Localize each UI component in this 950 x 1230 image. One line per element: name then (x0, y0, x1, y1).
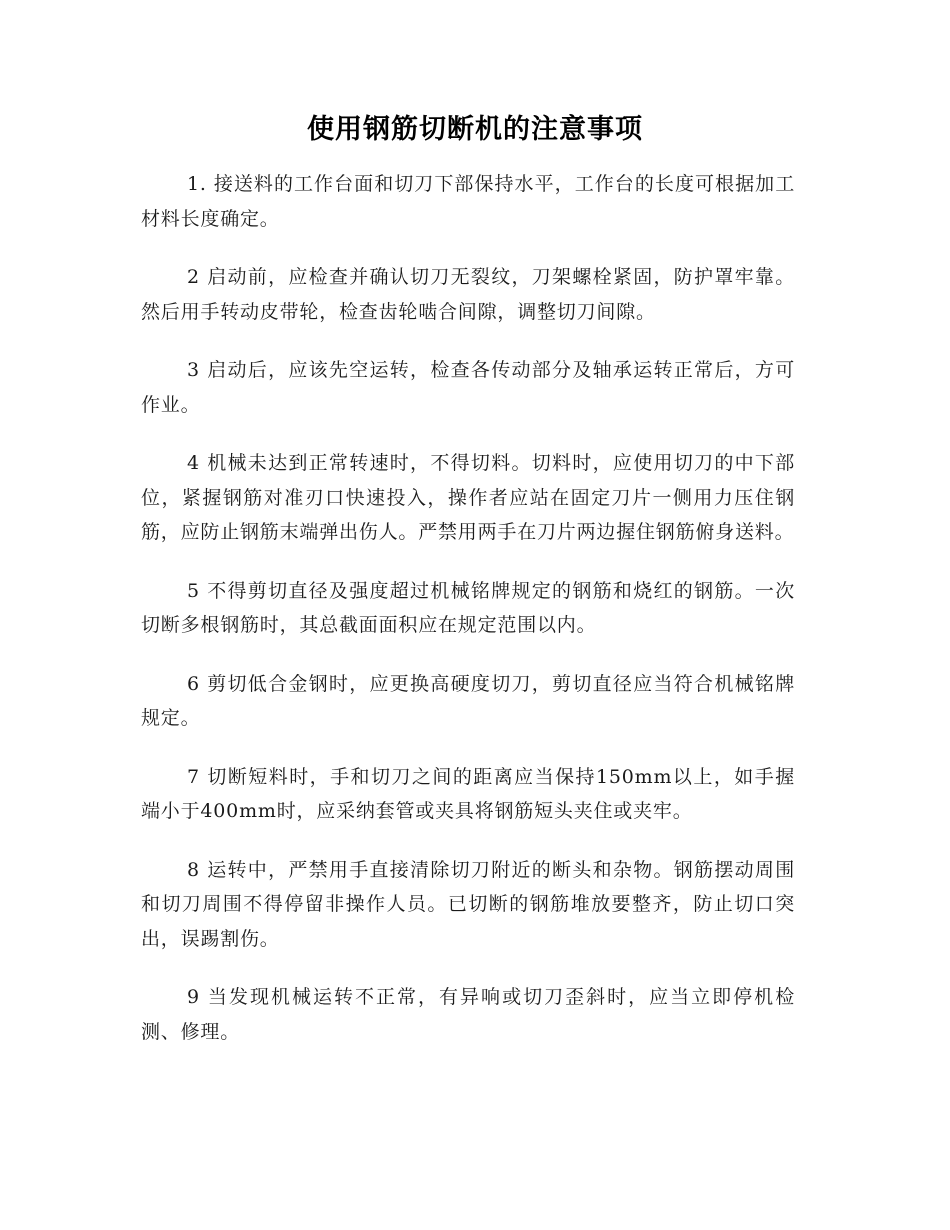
paragraph-1: 1. 接送料的工作台面和切刀下部保持水平，工作台的长度可根据加工材料长度确定。 (141, 173, 795, 230)
paragraph-4: 4 机械未达到正常转速时，不得切料。切料时，应使用切刀的中下部位，紧握钢筋对准刃口快速投入，操作者应站在固定刀片一侧用力压住钢筋，应防止钢筋末端弹出伤人。严禁用两手在刀片两边握住钢筋俯身送料。 (141, 452, 795, 543)
paragraph-7: 7 切断短料时，手和切刀之间的距离应当保持150mm以上，如手握端小于400mm时，应采纳套管或夹具将钢筋短头夹住或夹牢。 (141, 765, 795, 822)
document-title: 使用钢筋切断机的注意事项 (307, 114, 643, 145)
paragraph-6: 6 剪切低合金钢时，应更换高硬度切刀，剪切直径应当符合机械铭牌规定。 (141, 672, 795, 729)
paragraph-9: 9 当发现机械运转不正常，有异响或切刀歪斜时，应当立即停机检测、修理。 (141, 986, 795, 1043)
document-body (141, 167, 795, 1073)
paragraph-2: 2 启动前，应检查并确认切刀无裂纹，刀架螺栓紧固，防护罩牢靠。然后用手转动皮带轮，检查齿轮啮合间隙，调整切刀间隙。 (141, 266, 795, 323)
paragraph-3: 3 启动后，应该先空运转，检查各传动部分及轴承运转正常后，方可作业。 (141, 359, 795, 416)
paragraph-5: 5 不得剪切直径及强度超过机械铭牌规定的钢筋和烧红的钢筋。一次切断多根钢筋时，其总截面面积应在规定范围以内。 (141, 579, 795, 636)
paragraph-8: 8 运转中，严禁用手直接清除切刀附近的断头和杂物。钢筋摆动周围和切刀周围不得停留非操作人员。已切断的钢筋堆放要整齐，防止切口突出，误踢割伤。 (141, 858, 795, 950)
